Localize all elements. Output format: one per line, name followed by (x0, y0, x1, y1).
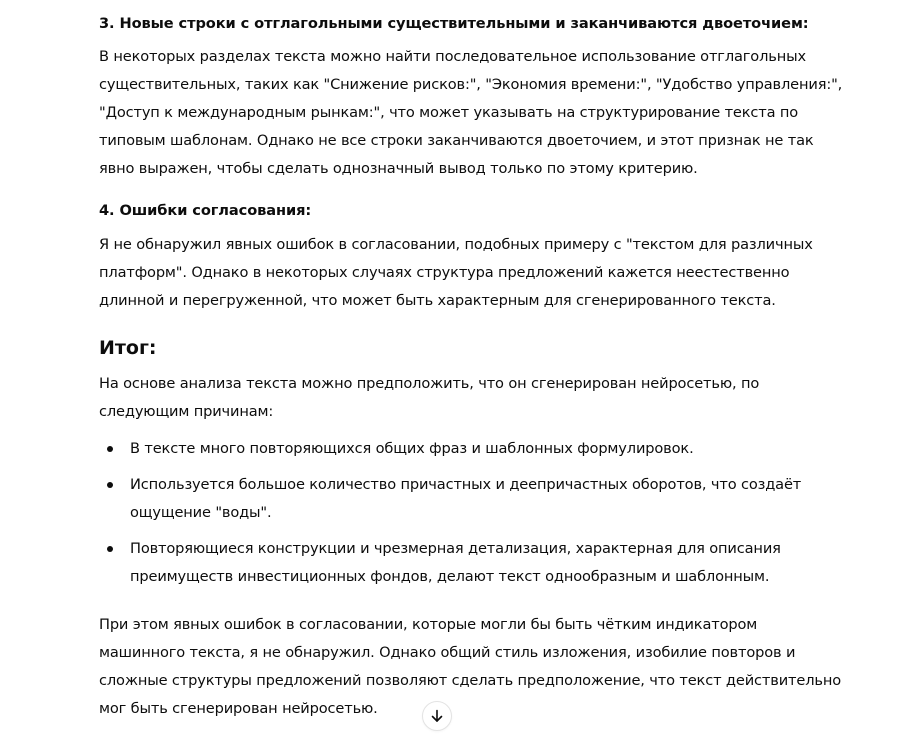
paragraph-line: "Доступ к международным рынкам:", что может указывать на структурирование текста по (99, 104, 799, 121)
bullet-icon (107, 482, 113, 488)
section-4-paragraph (99, 231, 814, 315)
paragraph-line: следующим причинам: (99, 403, 274, 420)
paragraph-line: длинной и перегруженной, что может быть характерным для сгенерированного текста. (99, 292, 776, 309)
paragraph-line: Я не обнаружил явных ошибок в согласовании, подобных примеру с "текстом для различных (99, 236, 813, 253)
bullet-text (130, 471, 801, 527)
summary-conclusion-paragraph (99, 611, 842, 723)
bullet-line: ощущение "воды". (130, 504, 272, 521)
paragraph-line: платформ". Однако в некоторых случаях структура предложений кажется неестественно (99, 264, 790, 281)
summary-heading: Итог: (99, 337, 157, 359)
paragraph-line: машинного текста, я не обнаружил. Однако общий стиль изложения, изобилие повторов и (99, 644, 796, 661)
bullet-icon (107, 446, 113, 452)
summary-intro-paragraph (99, 370, 814, 426)
bullet-text (130, 535, 781, 591)
bullet-line: Используется большое количество причастных и деепричастных оборотов, что создаёт (130, 476, 802, 493)
paragraph-line: сложные структуры предложений позволяют сделать предположение, что текст действительно (99, 672, 842, 689)
paragraph-line: При этом явных ошибок в согласовании, которые могли бы быть чётким индикатором (99, 616, 758, 633)
bullet-line: Повторяющиеся конструкции и чрезмерная детализация, характерная для описания (130, 540, 781, 557)
section-3-paragraph (99, 43, 843, 183)
bullet-line: В тексте много повторяющихся общих фраз и шаблонных формулировок. (130, 440, 694, 457)
scroll-to-bottom-button[interactable] (422, 701, 452, 731)
bullet-icon (107, 546, 113, 552)
bullet-text (130, 435, 694, 463)
paragraph-line: типовым шаблонам. Однако не все строки заканчиваются двоеточием, и этот признак не так (99, 132, 814, 149)
paragraph-line: явно выражен, чтобы сделать однозначный вывод только по этому критерию. (99, 160, 698, 177)
arrow-down-icon (429, 708, 445, 724)
paragraph-line: В некоторых разделах текста можно найти последовательное использование отглагольных (99, 48, 806, 65)
paragraph-line: существительных, таких как "Снижение рисков:", "Экономия времени:", "Удобство управления:", (99, 76, 843, 93)
paragraph-line: На основе анализа текста можно предположить, что он сгенерирован нейросетью, по (99, 375, 760, 392)
section-3-heading: 3. Новые строки с отглагольными существительными и заканчиваются двоеточием: (99, 15, 809, 32)
section-4-heading: 4. Ошибки согласования: (99, 202, 312, 219)
paragraph-line: мог быть сгенерирован нейросетью. (99, 700, 378, 717)
bullet-line: преимуществ инвестиционных фондов, делают текст однообразным и шаблонным. (130, 568, 770, 585)
